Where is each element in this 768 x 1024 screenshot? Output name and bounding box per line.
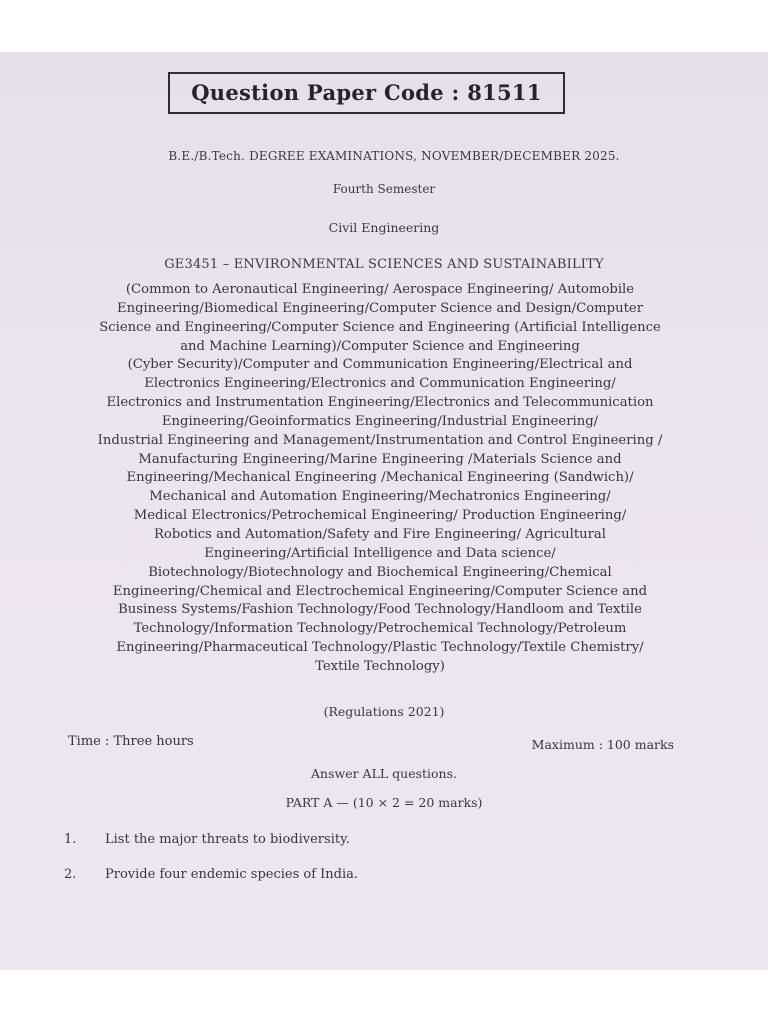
- question-paper-code-box: [168, 72, 565, 114]
- common-to-line: Engineering/Biomedical Engineering/Computer Science and Design/Computer: [116, 300, 644, 316]
- subject-title: GE3451 – ENVIRONMENTAL SCIENCES AND SUSTAINABILITY: [164, 257, 604, 272]
- common-to-line: Textile Technology): [315, 658, 445, 674]
- question-number: 1.: [64, 832, 77, 847]
- question-text: Provide four endemic species of India.: [105, 867, 359, 882]
- common-to-line: Engineering/Chemical and Electrochemical Engineering/Computer Science and: [112, 583, 648, 599]
- common-to-line: Biotechnology/Biotechnology and Biochemical Engineering/Chemical: [148, 564, 612, 580]
- common-to-line: Engineering/Artificial Intelligence and Data science/: [204, 545, 556, 561]
- common-to-line: Engineering/Mechanical Engineering /Mechanical Engineering (Sandwich)/: [126, 470, 634, 486]
- common-to-line: (Common to Aeronautical Engineering/ Aerospace Engineering/ Automobile: [125, 282, 635, 297]
- semester: Fourth Semester: [332, 182, 436, 196]
- common-to-line: Electronics and Instrumentation Engineering/Electronics and Telecommunication: [106, 395, 654, 411]
- answer-instructions: Answer ALL questions.: [311, 766, 457, 781]
- maximum-marks: Maximum : 100 marks: [531, 737, 674, 752]
- common-to-line: (Cyber Security)/Computer and Communication Engineering/Electrical and: [127, 357, 633, 373]
- common-to-line: Manufacturing Engineering/Marine Engineering /Materials Science and: [138, 451, 622, 467]
- common-to-line: Engineering/Pharmaceutical Technology/Plastic Technology/Textile Chemistry/: [116, 640, 644, 656]
- common-to-line: Mechanical and Automation Engineering/Mechatronics Engineering/: [149, 489, 611, 505]
- exam-duration: Time : Three hours: [68, 734, 194, 749]
- common-to-line: Science and Engineering/Computer Science and Engineering (Artificial Intelligence: [99, 319, 661, 335]
- common-to-line: and Machine Learning)/Computer Science and Engineering: [180, 338, 580, 354]
- common-to-line: Industrial Engineering and Management/Instrumentation and Control Engineering /: [97, 432, 663, 448]
- common-to-line: Medical Electronics/Petrochemical Engineering/ Production Engineering/: [133, 508, 627, 524]
- question-item: [64, 832, 350, 847]
- question-paper-code: Question Paper Code : 81511: [191, 80, 542, 105]
- common-to-line: Engineering/Geoinformatics Engineering/Industrial Engineering/: [161, 413, 599, 429]
- common-to-branches: [70, 281, 690, 677]
- degree-examination-title: B.E./B.Tech. DEGREE EXAMINATIONS, NOVEMBER/DECEMBER 2025.: [168, 149, 620, 163]
- branch: Civil Engineering: [328, 220, 440, 235]
- common-to-line: Robotics and Automation/Safety and Fire Engineering/ Agricultural: [153, 526, 607, 542]
- question-paper-sheet: [0, 52, 768, 970]
- common-to-line: Electronics Engineering/Electronics and Communication Engineering/: [144, 376, 616, 392]
- regulations: (Regulations 2021): [323, 704, 445, 719]
- question-text: List the major threats to biodiversity.: [105, 832, 350, 847]
- common-to-line: Technology/Information Technology/Petrochemical Technology/Petroleum: [133, 621, 627, 637]
- question-number: 2.: [64, 867, 77, 882]
- common-to-line: Business Systems/Fashion Technology/Food Technology/Handloom and Textile: [118, 602, 642, 618]
- question-item: [64, 867, 358, 882]
- part-a-heading: PART A — (10 × 2 = 20 marks): [285, 795, 483, 810]
